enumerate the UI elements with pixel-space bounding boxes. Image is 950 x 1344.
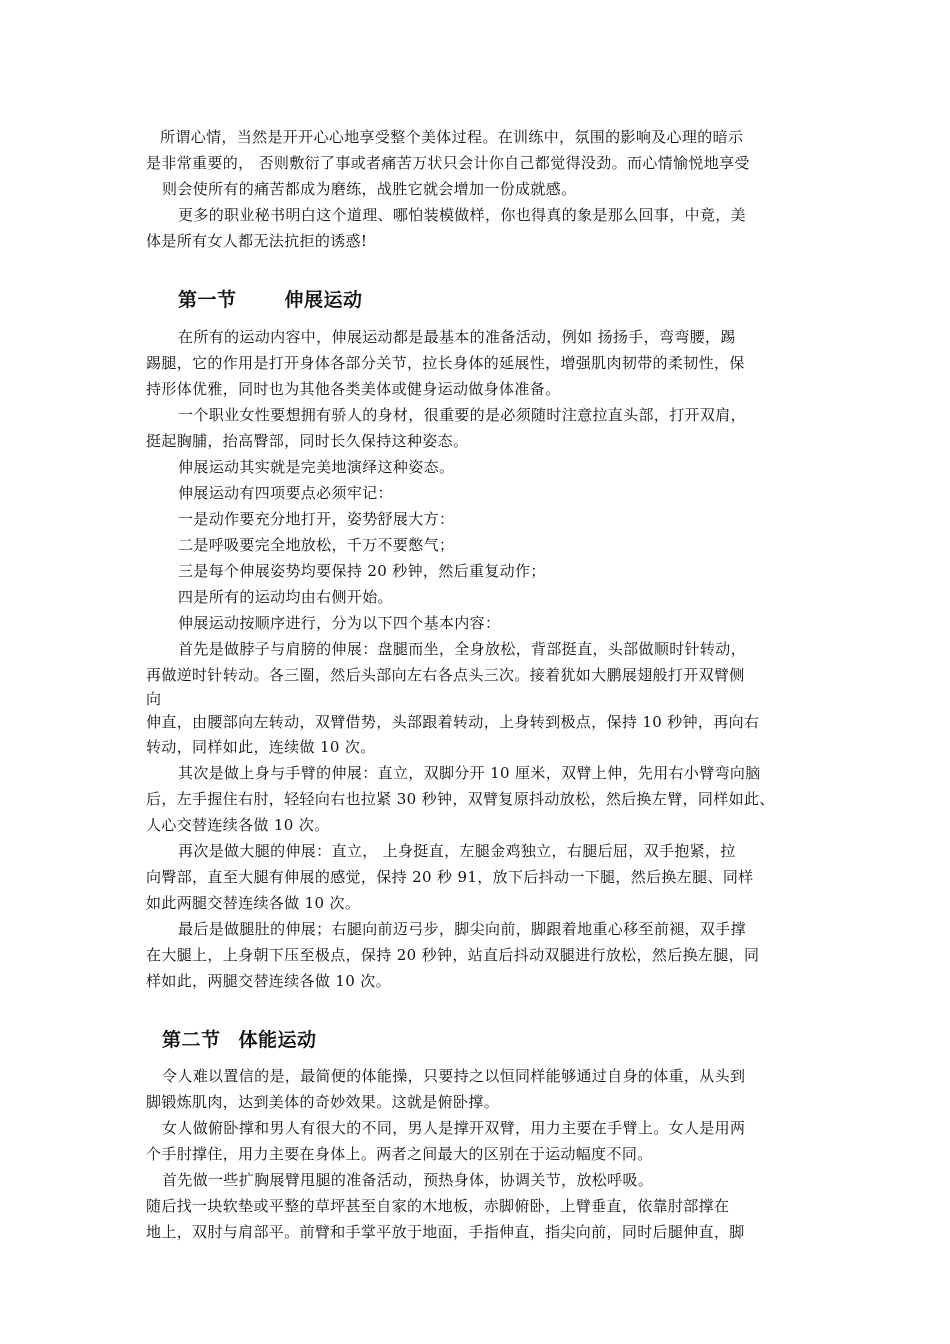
list-item: 四是所有的运动均由右侧开始。 (178, 588, 393, 606)
paragraph-line: 在大腿上，上身朝下压至极点，保持 20 秒钟，站直后抖动双腿进行放松，然后换左腿，同 (146, 946, 760, 964)
intro-line: 所谓心情，当然是开开心心地享受整个美体过程。在训练中，氛围的影响及心理的暗示 (160, 128, 744, 146)
paragraph-line: 脚锻炼肌肉，达到美体的奇妙效果。这就是俯卧撑。 (146, 1093, 500, 1111)
section-heading (178, 288, 363, 312)
section-heading (162, 1028, 317, 1052)
paragraph-line: 首先做一些扩胸展臂甩腿的准备活动，预热身体，协调关节，放松呼吸。 (162, 1171, 654, 1189)
list-item: 二是呼吸要完全地放松，千万不要憋气； (178, 536, 455, 554)
paragraph-line: 再做逆时针转动。各三圈，然后头部向左右各点头三次。接着犹如大鹏展翅般打开双臂侧 (146, 666, 745, 684)
paragraph-line: 最后是做腿肚的伸展；右腿向前迈弓步，脚尖向前，脚跟着地重心移至前褪，双手撑 (178, 920, 746, 938)
paragraph-line: 人心交替连续各做 10 次。 (146, 816, 330, 834)
paragraph-line: 一个职业女性要想拥有骄人的身材，很重要的是必须随时注意拉直头部，打开双肩， (178, 406, 746, 424)
paragraph-line: 在所有的运动内容中，伸展运动都是最基本的准备活动，例如 扬扬手，弯弯腰，踢 (178, 328, 736, 346)
paragraph-line: 再次是做大腿的伸展：直立， 上身挺直，左腿金鸡独立，右腿后屈，双手抱紧，拉 (178, 842, 736, 860)
paragraph-line: 个手肘撑住，用力主要在身体上。两者之间最大的区别在于运动幅度不同。 (146, 1145, 653, 1163)
paragraph-line: 其次是做上身与手臂的伸展：直立，双脚分开 10 厘米，双臂上伸，先用右小臂弯向脑 (178, 764, 761, 782)
list-item: 三是每个伸展姿势均要保持 20 秒钟，然后重复动作； (178, 562, 546, 580)
section-title: 体能运动 (238, 1029, 317, 1051)
paragraph-line: 后，左手握住右肘，轻轻向右也拉紧 30 秒钟，双臂复原抖动放松，然后换左臂，同样如此、 (146, 790, 775, 808)
section-number: 第二节 (162, 1029, 221, 1051)
paragraph-line: 伸展运动有四项要点必须牢记： (178, 484, 393, 502)
paragraph-line: 伸直，由腰部向左转动，双臂借势，头部跟着转动，上身转到极点，保持 10 秒钟，再向右 (146, 713, 760, 731)
paragraph-line: 如此两腿交替连续各做 10 次。 (146, 894, 361, 912)
paragraph-line: 挺起胸脯，抬高臀部，同时长久保持这种姿态。 (146, 432, 469, 450)
list-item: 一是动作要充分地打开，姿势舒展大方： (178, 510, 455, 528)
section-title: 伸展运动 (284, 289, 363, 311)
paragraph-line: 伸展运动按顺序进行，分为以下四个基本内容： (178, 614, 501, 632)
paragraph-line: 令人难以置信的是，最简便的体能操，只要持之以恒同样能够通过自身的体重，从头到 (162, 1067, 746, 1085)
paragraph-line: 向臀部，直至大腿有伸展的感觉，保持 20 秒 91，放下后抖动一下腿，然后换左腿、同样 (146, 868, 754, 886)
paragraph-line: 地上，双肘与肩部平。前臂和手掌平放于地面，手指伸直，指尖向前，同时后腿伸直，脚 (146, 1223, 745, 1241)
paragraph-line: 随后找一块软垫或平整的草坪甚至自家的木地板，赤脚俯卧，上臂垂直，依靠肘部撑在 (146, 1197, 730, 1215)
intro-line: 是非常重要的， 否则敷衍了事或者痛苦万状只会计你自己都觉得没劲。而心情愉悦地享受 (146, 154, 750, 172)
paragraph-line: 向 (146, 690, 162, 708)
paragraph-line: 转动，同样如此，连续做 10 次。 (146, 738, 376, 756)
intro-line: 则会使所有的痛苦都成为磨练，战胜它就会增加一份成就感。 (162, 180, 577, 198)
paragraph-line: 样如此，两腿交替连续各做 10 次。 (146, 972, 391, 990)
paragraph-line: 伸展运动其实就是完美地演绎这种姿态。 (178, 458, 455, 476)
intro-line: 更多的职业秘书明白这个道理、哪怕装模做样，你也得真的象是那么回事，中竟，美 (178, 206, 746, 224)
paragraph-line: 持形体优雅，同时也为其他各类美体或健身运动做身体准备。 (146, 380, 561, 398)
paragraph-line: 女人做俯卧撑和男人有很大的不同，男人是撑开双臂，用力主要在手臂上。女人是用两 (162, 1119, 746, 1137)
section-number: 第一节 (178, 289, 237, 311)
intro-line: 体是所有女人都无法抗拒的诱惑! (146, 232, 368, 250)
paragraph-line: 首先是做脖子与肩膀的伸展：盘腿而坐，全身放松，背部挺直，头部做顺时针转动， (178, 640, 746, 658)
paragraph-line: 踢腿，它的作用是打开身体各部分关节，拉长身体的延展性，增强肌肉韧带的柔韧性，保 (146, 354, 745, 372)
